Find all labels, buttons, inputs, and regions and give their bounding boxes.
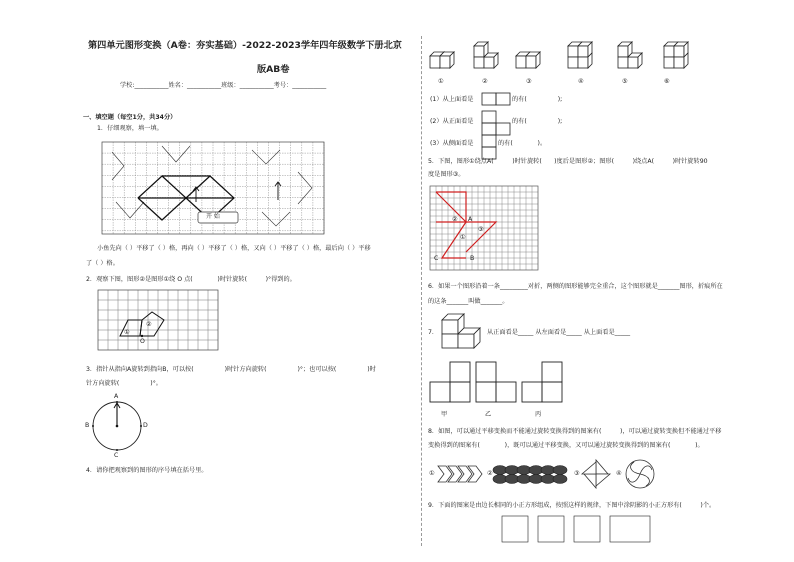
q8-num-1: ①	[429, 470, 435, 477]
q7-answer-shapes	[430, 360, 580, 406]
q7-label-bing: 丙	[535, 411, 542, 418]
view3-shape	[482, 134, 498, 160]
page-title-line1: 第四单元图形变换（A卷：夯实基础）-2022-2023学年四年级数学下册北京	[88, 40, 402, 51]
q7-solid	[438, 310, 484, 356]
q8-num-2: ②	[487, 470, 493, 477]
q5-label-c: C	[434, 255, 439, 262]
q1-start-label: 开 始	[206, 213, 220, 220]
q3-clock-dial	[92, 396, 142, 458]
q5-label-3: ③	[478, 226, 484, 233]
q5-question-line1: 5．下图，图形①绕点A( )时针旋转( )度后是图形②；图形( )绕点A( )时针旋转90	[428, 158, 708, 165]
q3-label-c: C	[114, 452, 119, 459]
q9-pattern-grid	[500, 514, 696, 544]
q3-label-b: B	[85, 422, 90, 429]
q5-rotation-grid	[430, 186, 538, 270]
view2-shape	[482, 110, 512, 136]
q2-shape1-label: ①	[124, 329, 130, 336]
cube-num-1: ①	[438, 78, 444, 85]
cube-figures	[428, 40, 690, 78]
student-info: 学校:___________姓名：___________班级：___________考号：___________	[120, 82, 327, 89]
q5-label-2: ②	[452, 216, 458, 223]
q2-point-o: O	[140, 338, 145, 345]
q3-label-d: D	[143, 422, 148, 429]
view2-answer: 的有( );	[512, 118, 563, 125]
q5-label-a: A	[468, 216, 473, 223]
q8-question-line2: 变换得到的图案有( )，既可以通过平移变换，又可以通过旋转变换得到的图案有( )。	[428, 442, 704, 449]
q2-shape2-label: ②	[146, 321, 152, 328]
q2-rotation-grid	[98, 290, 218, 350]
q8-num-4: ④	[616, 470, 622, 477]
q8-num-3: ③	[574, 470, 580, 477]
q8-question-line1: 8．如图，可以通过平移变换而不能通过旋转变换得到的图案有( )，可以通过旋转变换但不能通过平移	[428, 428, 722, 435]
q6-question-line1: 6．如果一个图形沿着一条_________对折，两侧的图形能够完全重合，这个图形就是_______图形，折痕所在	[428, 283, 723, 290]
cube-num-3: ③	[526, 78, 532, 85]
view3-answer: 的有( )。	[498, 140, 547, 147]
cube-num-6: ⑥	[664, 78, 670, 85]
view1-answer: 的有( );	[512, 96, 563, 103]
q1-fish-question-line2: 了（ ）格。	[86, 260, 119, 267]
q1-fish-question-line1: 小鱼先向（ ）平移了（ ）格，再向（ ）平移了（ ）格，又向（ ）平移了（ ）格，最后向（ ）平移	[97, 245, 371, 252]
q5-question-line2: 度是图形③。	[428, 171, 465, 178]
q2-question: 2．观察下图，图形②是图形①绕 O 点( )时针旋转( )°得到的。	[86, 276, 296, 283]
q9-question: 9．下面的图案是由边长相同的小正方形组成，按照这样的规律，下图中涂阴影的小正方形有( )个。	[428, 502, 716, 509]
q4-question: 4．请你把观察到的图形的序号填在括号里。	[86, 467, 208, 474]
cube-num-4: ④	[578, 78, 584, 85]
view1-label: (1）从上面看是	[430, 96, 474, 103]
q7-number: 7．	[428, 329, 439, 336]
q7-label-yi: 乙	[485, 411, 492, 418]
cube-num-5: ⑤	[622, 78, 628, 85]
view2-label: (2）从正面看是	[430, 118, 474, 125]
section-heading: 一、填空题（每空1分，共34分）	[83, 114, 177, 121]
view1-shape	[482, 92, 512, 106]
q1-stem: 1．仔细观察，填一填。	[97, 125, 163, 132]
q7-views: 从正面看是_____ 从左面看是_____ 从上面看是_____	[487, 329, 631, 336]
page-title-line2: 版AB卷	[257, 64, 290, 75]
view3-label: (3）从侧面看是	[430, 140, 474, 147]
q3-label-a: A	[114, 393, 119, 400]
cube-num-2: ②	[482, 78, 488, 85]
q6-question-line2: 的这条_______叫做_______。	[428, 298, 509, 305]
column-divider	[421, 36, 422, 546]
q3-question-line1: 3．指针从指向A旋转到指向B，可以按( )时针方向旋转( )°；也可以按( )时	[86, 366, 376, 373]
q7-label-jia: 甲	[441, 411, 448, 418]
q3-question-line2: 针方向旋转( )°。	[86, 380, 162, 387]
q5-label-b: B	[470, 255, 475, 262]
q8-patterns	[438, 458, 660, 494]
q5-label-1: ①	[460, 234, 466, 241]
